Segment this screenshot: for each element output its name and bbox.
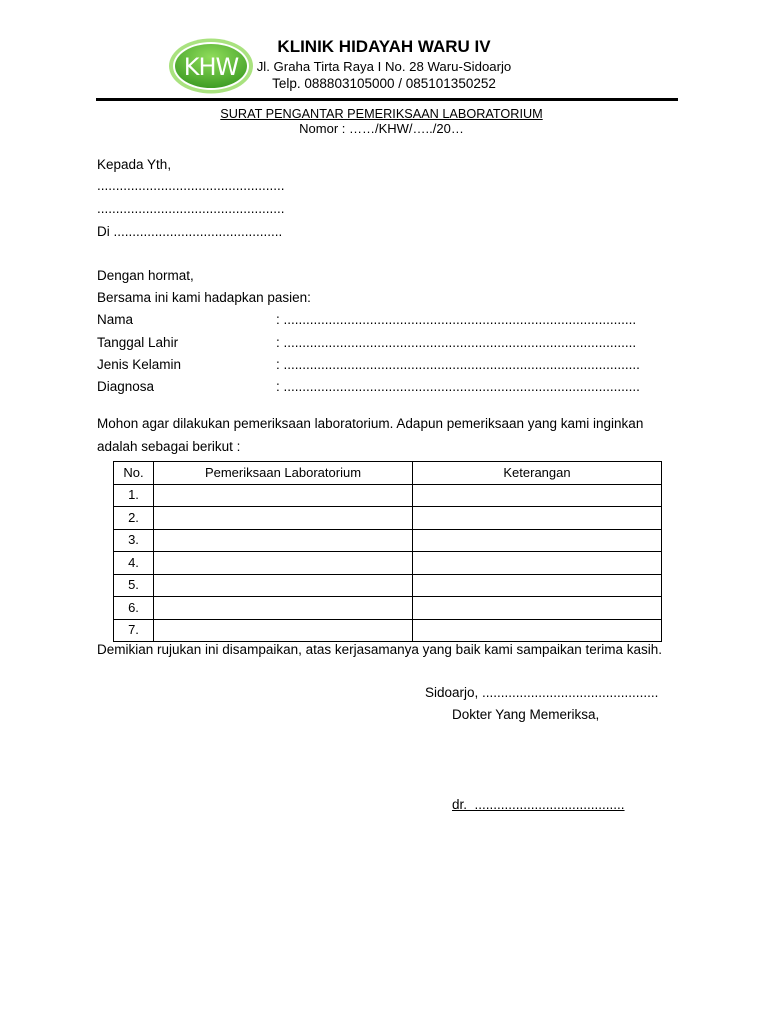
- table-cell-exam: [154, 529, 413, 552]
- lab-table: [113, 461, 662, 642]
- table-cell-exam: [154, 552, 413, 575]
- patient-field-value: : ...............................................................................................: [276, 357, 640, 372]
- clinic-phone: Telp. 088803105000 / 085101350252: [272, 76, 496, 91]
- table-cell-note: [413, 552, 662, 575]
- intro-text: Bersama ini kami hadapkan pasien:: [97, 290, 311, 305]
- table-header-note: Keterangan: [413, 462, 662, 485]
- request-text: adalah sebagai berikut :: [97, 439, 241, 454]
- signature-place-date: Sidoarjo, ...............................................: [425, 685, 659, 700]
- table-cell-exam: [154, 597, 413, 620]
- clinic-name: KLINIK HIDAYAH WARU IV: [277, 37, 491, 56]
- table-row: [114, 574, 662, 597]
- table-row: [114, 597, 662, 620]
- table-cell-number: 4.: [114, 552, 154, 575]
- logo-text: KHW: [183, 53, 239, 81]
- patient-field-label: Diagnosa: [97, 379, 155, 394]
- opening-salutation: Dengan hormat,: [97, 268, 194, 283]
- table-cell-number: 1.: [114, 484, 154, 507]
- table-cell-exam: [154, 507, 413, 530]
- table-cell-note: [413, 529, 662, 552]
- recipient-line: ..................................................: [97, 178, 285, 193]
- table-cell-number: 5.: [114, 574, 154, 597]
- table-cell-exam: [154, 619, 413, 642]
- recipient-line: ..................................................: [97, 201, 285, 216]
- table-header-exam: Pemeriksaan Laboratorium: [154, 462, 413, 485]
- table-cell-note: [413, 574, 662, 597]
- table-cell-exam: [154, 574, 413, 597]
- patient-field-value: : ...............................................................................................: [276, 379, 640, 394]
- signature-name: dr. ........................................: [452, 797, 625, 812]
- table-header-row: [114, 462, 662, 485]
- table-cell-note: [413, 597, 662, 620]
- table-cell-number: 3.: [114, 529, 154, 552]
- table-row: [114, 507, 662, 530]
- patient-field-label: Jenis Kelamin: [97, 357, 182, 372]
- letter-title: SURAT PENGANTAR PEMERIKSAAN LABORATORIUM: [220, 107, 543, 121]
- table-cell-number: 2.: [114, 507, 154, 530]
- recipient-location: Di .............................................: [97, 224, 283, 239]
- table-cell-note: [413, 507, 662, 530]
- table-row: [114, 529, 662, 552]
- table-row: [114, 484, 662, 507]
- table-cell-number: 7.: [114, 619, 154, 642]
- table-cell-number: 6.: [114, 597, 154, 620]
- patient-field-value: : ..............................................................................................: [276, 335, 637, 350]
- table-row: [114, 552, 662, 575]
- letter-number: Nomor : ……/KHW/…../20…: [299, 121, 464, 136]
- header-rule: [96, 98, 678, 101]
- table-cell-note: [413, 619, 662, 642]
- clinic-address: Jl. Graha Tirta Raya I No. 28 Waru-Sidoarjo: [256, 59, 512, 74]
- table-cell-note: [413, 484, 662, 507]
- table-header-number: No.: [114, 462, 154, 485]
- signature-role: Dokter Yang Memeriksa,: [452, 707, 600, 722]
- recipient-greeting: Kepada Yth,: [97, 157, 172, 172]
- patient-field-value: : ..............................................................................................: [276, 312, 637, 327]
- patient-field-label: Nama: [97, 312, 134, 327]
- closing-text: Demikian rujukan ini disampaikan, atas kerjasamanya yang baik kami sampaikan terima kasih.: [97, 642, 663, 657]
- table-row: [114, 619, 662, 642]
- table-cell-exam: [154, 484, 413, 507]
- patient-field-label: Tanggal Lahir: [97, 335, 179, 350]
- request-text: Mohon agar dilakukan pemeriksaan laboratorium. Adapun pemeriksaan yang kami inginkan: [97, 416, 644, 431]
